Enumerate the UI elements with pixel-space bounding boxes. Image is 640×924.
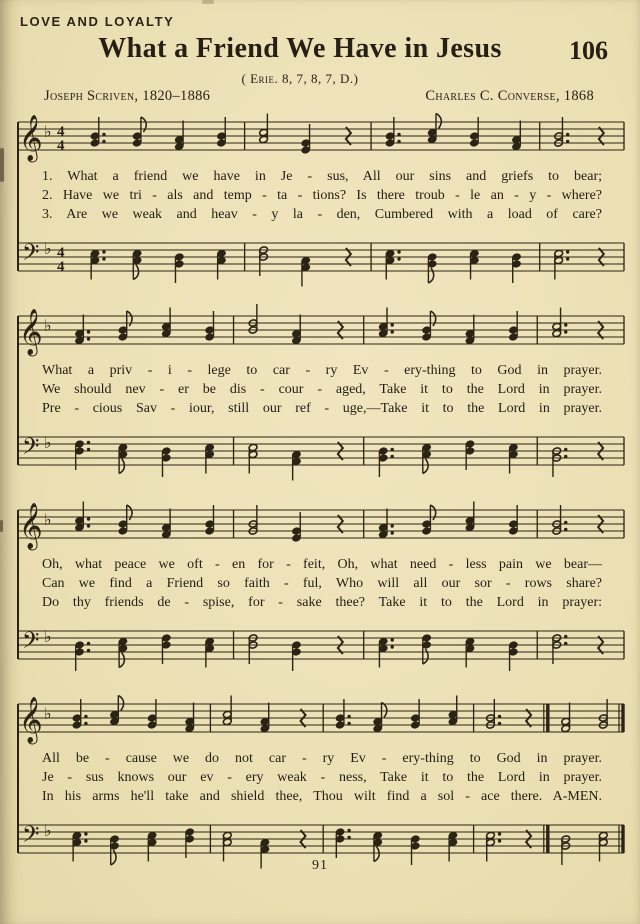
lyric-line: 3. Are we weak and heav - y la - den, Cumbered with a load of care? bbox=[42, 207, 602, 222]
treble-clef-icon: 𝄞 bbox=[19, 115, 43, 161]
verse-lines bbox=[0, 360, 640, 421]
measure bbox=[223, 696, 306, 733]
lyric-line: Can we find a Friend so faith - ful, Who will all our sor - rows share? bbox=[42, 576, 602, 591]
bass-staff bbox=[0, 227, 640, 287]
hymn-number: 106 bbox=[569, 36, 608, 65]
music-system-4 bbox=[0, 688, 640, 869]
treble-clef-icon: 𝄞 bbox=[19, 309, 43, 355]
measure bbox=[248, 304, 342, 344]
time-signature: 4 bbox=[57, 138, 65, 154]
flat-sign-icon: ♭ bbox=[44, 627, 52, 646]
bass-clef-icon: 𝄢 bbox=[22, 434, 40, 465]
treble-clef-icon: 𝄞 bbox=[19, 697, 43, 743]
measure bbox=[552, 442, 603, 477]
verse-lines bbox=[0, 166, 640, 227]
measure bbox=[248, 442, 342, 481]
lyric-line: Je - sus knows our ev - ery weak - ness, Take it to the Lord in prayer. bbox=[42, 770, 602, 785]
lyric-line: We should nev - er be dis - cour - aged, Take it to the Lord in prayer. bbox=[42, 382, 602, 397]
verse-lines bbox=[0, 748, 640, 809]
treble-staff bbox=[0, 106, 640, 166]
time-signature: 4 bbox=[57, 259, 65, 275]
bass-clef-icon: 𝄢 bbox=[22, 628, 40, 659]
measure bbox=[379, 502, 518, 539]
system-left-barline bbox=[17, 510, 19, 659]
measure bbox=[379, 308, 518, 345]
measure bbox=[335, 696, 457, 733]
verse-lines bbox=[0, 554, 640, 615]
music-system-3 bbox=[0, 494, 640, 675]
time-signature: 4 bbox=[57, 245, 65, 261]
bass-clef-icon: 𝄢 bbox=[22, 240, 40, 271]
lyric-line: In his arms he'll take and shield thee, Thou wilt find a sol - ace there. A-MEN. bbox=[42, 789, 602, 804]
time-signature: 4 bbox=[57, 124, 65, 140]
system-left-barline bbox=[17, 704, 19, 853]
treble-staff bbox=[0, 494, 640, 554]
author-byline: Joseph Scriven, 1820–1886 bbox=[44, 88, 211, 104]
lyric-line: 2. Have we tri - als and temp - ta - tions? Is there troub - le an - y - where? bbox=[42, 188, 602, 203]
flat-sign-icon: ♭ bbox=[44, 821, 52, 840]
measure bbox=[90, 250, 226, 283]
bass-clef-icon: 𝄢 bbox=[22, 822, 40, 853]
system-left-barline bbox=[17, 122, 19, 271]
lyric-line: 1. What a friend we have in Je - sus, All our sins and griefs to bear; bbox=[42, 169, 602, 184]
measure bbox=[72, 696, 194, 733]
measure bbox=[75, 308, 214, 345]
flat-sign-icon: ♭ bbox=[44, 510, 52, 529]
measure bbox=[385, 250, 521, 283]
tune-meter-line: ( Erie. 8, 7, 8, 7, D.) bbox=[241, 71, 359, 86]
page-number: 91 bbox=[312, 858, 328, 873]
flat-sign-icon: ♭ bbox=[44, 433, 52, 452]
treble-staff bbox=[0, 688, 640, 748]
flat-sign-icon: ♭ bbox=[44, 704, 52, 723]
hymn-title: What a Friend We Have in Jesus bbox=[98, 33, 502, 64]
lyric-line: Pre - cious Sav - iour, still our ref - uge,—Take it to the Lord in prayer. bbox=[42, 401, 602, 416]
flat-sign-icon: ♭ bbox=[44, 122, 52, 141]
lyric-line: What a priv - i - lege to car - ry Ev - ery-thing to God in prayer. bbox=[42, 363, 602, 378]
page-smudge bbox=[202, 0, 214, 4]
music-system-2 bbox=[0, 300, 640, 481]
flat-sign-icon: ♭ bbox=[44, 239, 52, 258]
treble-staff bbox=[0, 300, 640, 360]
measure bbox=[75, 502, 214, 539]
section-heading: LOVE AND LOYALTY bbox=[20, 14, 175, 29]
lyric-line: Do thy friends de - spise, for - sake thee? Take it to the Lord in prayer: bbox=[42, 595, 602, 610]
lyric-line: Oh, what peace we oft - en for - feit, Oh, what need - less pain we bear— bbox=[42, 557, 602, 572]
treble-clef-icon: 𝄞 bbox=[19, 503, 43, 549]
music-system-1 bbox=[0, 106, 640, 287]
measure bbox=[259, 114, 351, 154]
system-left-barline bbox=[17, 316, 19, 465]
bass-staff bbox=[0, 615, 640, 675]
lyric-line: All be - cause we do not car - ry Ev - ery-thing to God in prayer. bbox=[42, 751, 602, 766]
bass-staff bbox=[0, 421, 640, 481]
title-row bbox=[60, 33, 540, 65]
music-systems bbox=[0, 106, 640, 882]
flat-sign-icon: ♭ bbox=[44, 316, 52, 335]
measure bbox=[385, 114, 521, 151]
composer-byline: Charles C. Converse, 1868 bbox=[425, 88, 594, 104]
measure bbox=[259, 246, 351, 286]
